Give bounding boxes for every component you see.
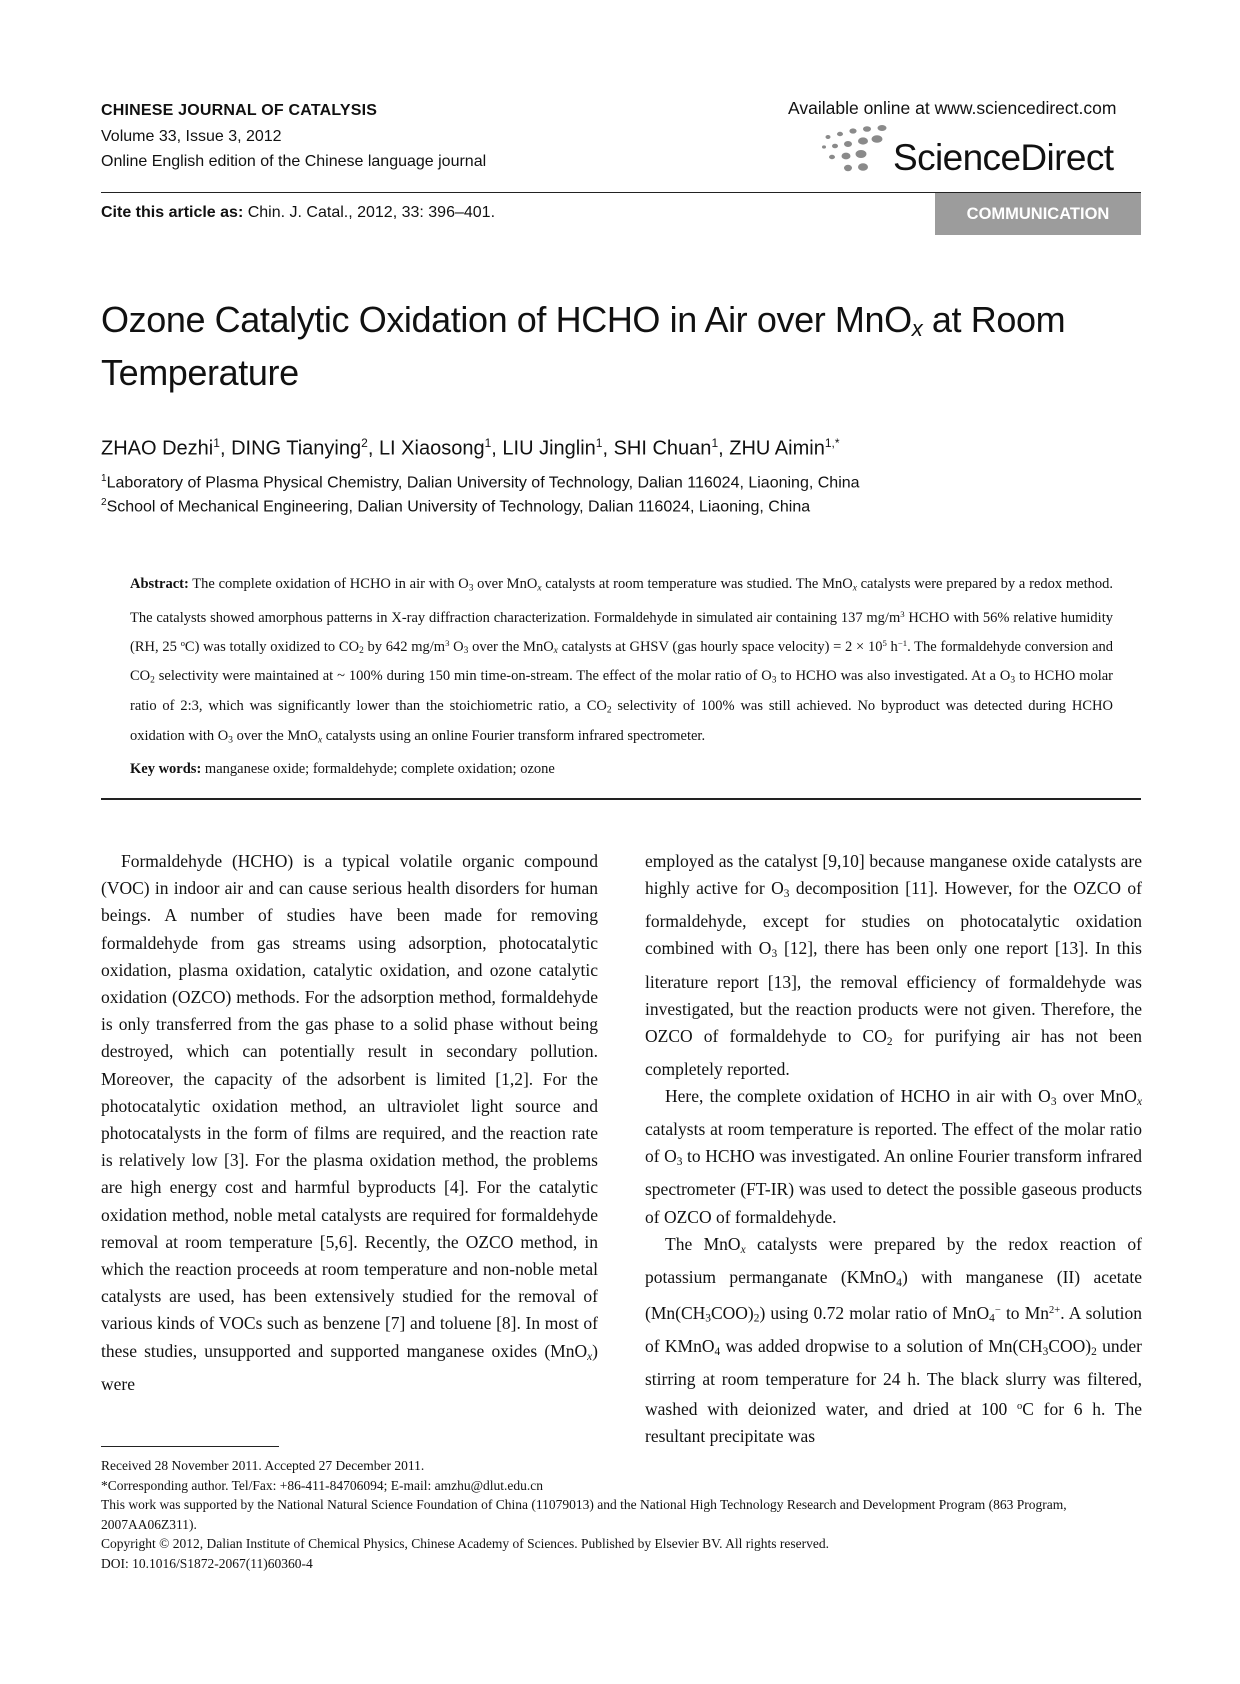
volume-issue: Volume 33, Issue 3, 2012 (101, 128, 282, 145)
author-name: LIU Jinglin (502, 437, 596, 460)
journal-name: CHINESE JOURNAL OF CATALYSIS (101, 102, 378, 119)
available-online-text[interactable]: Available online at www.sciencedirect.com (788, 98, 1117, 118)
doi: DOI: 10.1016/S1872-2067(11)60360-4 (101, 1555, 313, 1571)
affiliation-2 (101, 497, 810, 516)
author-affiliation-mark: 1 (595, 436, 603, 450)
article-title (101, 298, 1161, 395)
keywords (130, 761, 555, 778)
copyright-note: Copyright © 2012, Dalian Institute of Chemical Physics, Chinese Academy of Sciences. Published by Elsevier BV. All rights reserved. (101, 1536, 830, 1552)
keywords-text: manganese oxide; formaldehyde; complete oxidation; ozone (204, 761, 555, 777)
paragraph: The MnO$_x$ catalysts were prepared by the redox reaction of potassium permanganate (KMnO$_4$) with manganese (II) acetate $(Mn(CH_3COO)_2)$ using 0.72 molar ratio of MnO$_4$− to $Mn^{2+}$. A solution of KMnO$_4$ was added dropwise to a solution of $Mn(CH_3COO)_2$ under stirring at room temperature for 24 h. The black slurry was filtered, washed with deionized water, and dried at 100 $^o$C for 6 h. The resultant precipitate was (645, 1233, 1143, 1446)
citation-line (101, 204, 495, 222)
title-part-2: at Room Temperature (101, 299, 1066, 393)
author-name: LI Xiaosong (378, 437, 485, 460)
abstract-label: Abstract: (130, 576, 189, 592)
funding-note: This work was supported by the National Natural Science Foundation of China (11079013) and the National High Technology Research and Development Program (863 Program, 2007AA06Z311). (101, 1497, 1067, 1532)
affiliation-1 (101, 473, 860, 492)
author-affiliation-mark: 1 (711, 436, 719, 450)
keywords-label: Key words: (130, 761, 202, 777)
body-column-right (645, 848, 1142, 1450)
author-affiliation-mark: 1 (484, 436, 492, 450)
title-part-1: Ozone Catalytic Oxidation of HCHO in Air over MnO (101, 299, 912, 340)
author-affiliation-mark: 1 (213, 436, 220, 450)
paragraph: Formaldehyde (HCHO) is a typical volatile organic compound (VOC) in indoor air and can cause serious health disorders for human beings. A number of studies have been made for removing formaldehyde from gas streams using adsorption, photocatalytic oxidation, plasma oxidation, catalytic oxidation, and ozone catalytic oxidation (OZCO) methods. For the adsorption method, formaldehyde is only transferred from the gas phase to a solid phase without being destroyed, which can potentially result in secondary pollution. Moreover, the capacity of the adsorbent is limited [1,2]. For the photocatalytic oxidation method, an ultraviolet light source and photocatalysts in the form of films are required, and the reaction rate is relatively low [3]. For the plasma oxidation method, the problems are high energy cost and harmful byproducts [4]. For the catalytic oxidation method, noble metal catalysts are required for formaldehyde removal at room temperature [5,6]. Recently, the OZCO method, in which the reaction proceeds at room temperature and non-noble metal catalysts are used, has been extensively studied for the removal of various kinds of VOCs such as benzene [7] and toluene [8]. In most of these studies, unsupported and supported manganese oxides (MnO$_x$) were (101, 851, 598, 1394)
author-name: SHI Chuan (613, 437, 712, 460)
article-type-badge: COMMUNICATION (935, 193, 1141, 235)
body-column-left (101, 848, 598, 1398)
footnote-divider (101, 1446, 279, 1447)
edition-note: Online English edition of the Chinese language journal (101, 153, 487, 170)
author-name: ZHAO Dezhi (101, 437, 214, 460)
affiliation-mark: 2 (101, 497, 107, 508)
affiliation-mark: 1 (101, 473, 107, 484)
author-affiliation-mark: 2 (361, 436, 368, 450)
affiliation-text: School of Mechanical Engineering, Dalian University of Technology, Dalian 116024, Liaoning, China (106, 498, 811, 516)
author-list: ZHAO Dezhi$^1$, DING Tianying$^2$, LI Xiaosong$^1$, LIU Jinglin$^1$, SHI Chuan$^1$, ZHU Aimin$^{1,*}$ (101, 436, 840, 460)
received-dates: Received 28 November 2011. Accepted 27 December 2011. (101, 1458, 425, 1473)
paragraph: Here, the complete oxidation of HCHO in air with $O_3$ over MnO$_x$ catalysts at room temperature is reported. The effect of the molar ratio of $O_3$ to HCHO was investigated. An online Fourier transform infrared spectrometer (FT-IR) was used to detect the possible gaseous products of OZCO of formaldehyde. (645, 1086, 1142, 1227)
abstract: Abstract: The complete oxidation of HCHO in air with $O_3$ over MnO$_x$ catalysts at room temperature was studied. The MnO$_x$ catalysts were prepared by a redox method. The catalysts showed amorphous patterns in X-ray diffraction characterization. Formaldehyde in simulated air containing 137 $mg/m^3$ HCHO with 56% relative humidity (RH, 25 $^o$C) was totally oxidized to $CO_2$ by 642 $mg/m^3$ $O_3$ over the MnO$_x$ catalysts at GHSV (gas hourly space velocity) = $2 \times 10^5$ $h^{-1}$. The formaldehyde conversion and $CO_2$ selectivity were maintained at ~ 100% during 150 min time-on-stream. The effect of the molar ratio of $O_3$ to HCHO was also investigated. At a $O_3$ to HCHO molar ratio of 2:3, which was significantly lower than the stoichiometric ratio, a $CO_2$ selectivity of 100% was still achieved. No byproduct was detected during HCHO oxidation with $O_3$ over the MnO$_x$ catalysts using an online Fourier transform infrared spectrometer. (130, 576, 1114, 746)
affiliation-text: Laboratory of Plasma Physical Chemistry, Dalian University of Technology, Dalian 116024, Liaoning, China (106, 474, 860, 492)
sciencedirect-logo-icon (820, 125, 892, 177)
paragraph: employed as the catalyst [9,10] because manganese oxide catalysts are highly active for $O_3$ decomposition [11]. However, for the OZCO of formaldehyde, except for studies on photocatalytic oxidation combined with $O_3$ [12], there has been only one report [13]. In this literature report [13], the removal efficiency of formaldehyde was investigated, but the reaction products were not given. Therefore, the OZCO of formaldehyde to $CO_2$ for purifying air has not been completely reported. (645, 851, 1142, 1079)
abstract-divider (101, 798, 1141, 800)
author-name: ZHU Aimin (729, 437, 825, 460)
corresponding-author: *Corresponding author. Tel/Fax: +86-411-84706094; E-mail: amzhu@dlut.edu.cn (101, 1477, 544, 1493)
author-affiliation-mark: 1,* (824, 436, 840, 450)
author-name: DING Tianying (231, 437, 362, 460)
sciencedirect-wordmark[interactable]: ScienceDirect (893, 137, 1114, 178)
title-subscript: x (911, 316, 923, 341)
cite-text: Chin. J. Catal., 2012, 33: 396–401. (243, 204, 496, 221)
footnotes (101, 1456, 1141, 1574)
cite-label: Cite this article as: (101, 204, 244, 221)
